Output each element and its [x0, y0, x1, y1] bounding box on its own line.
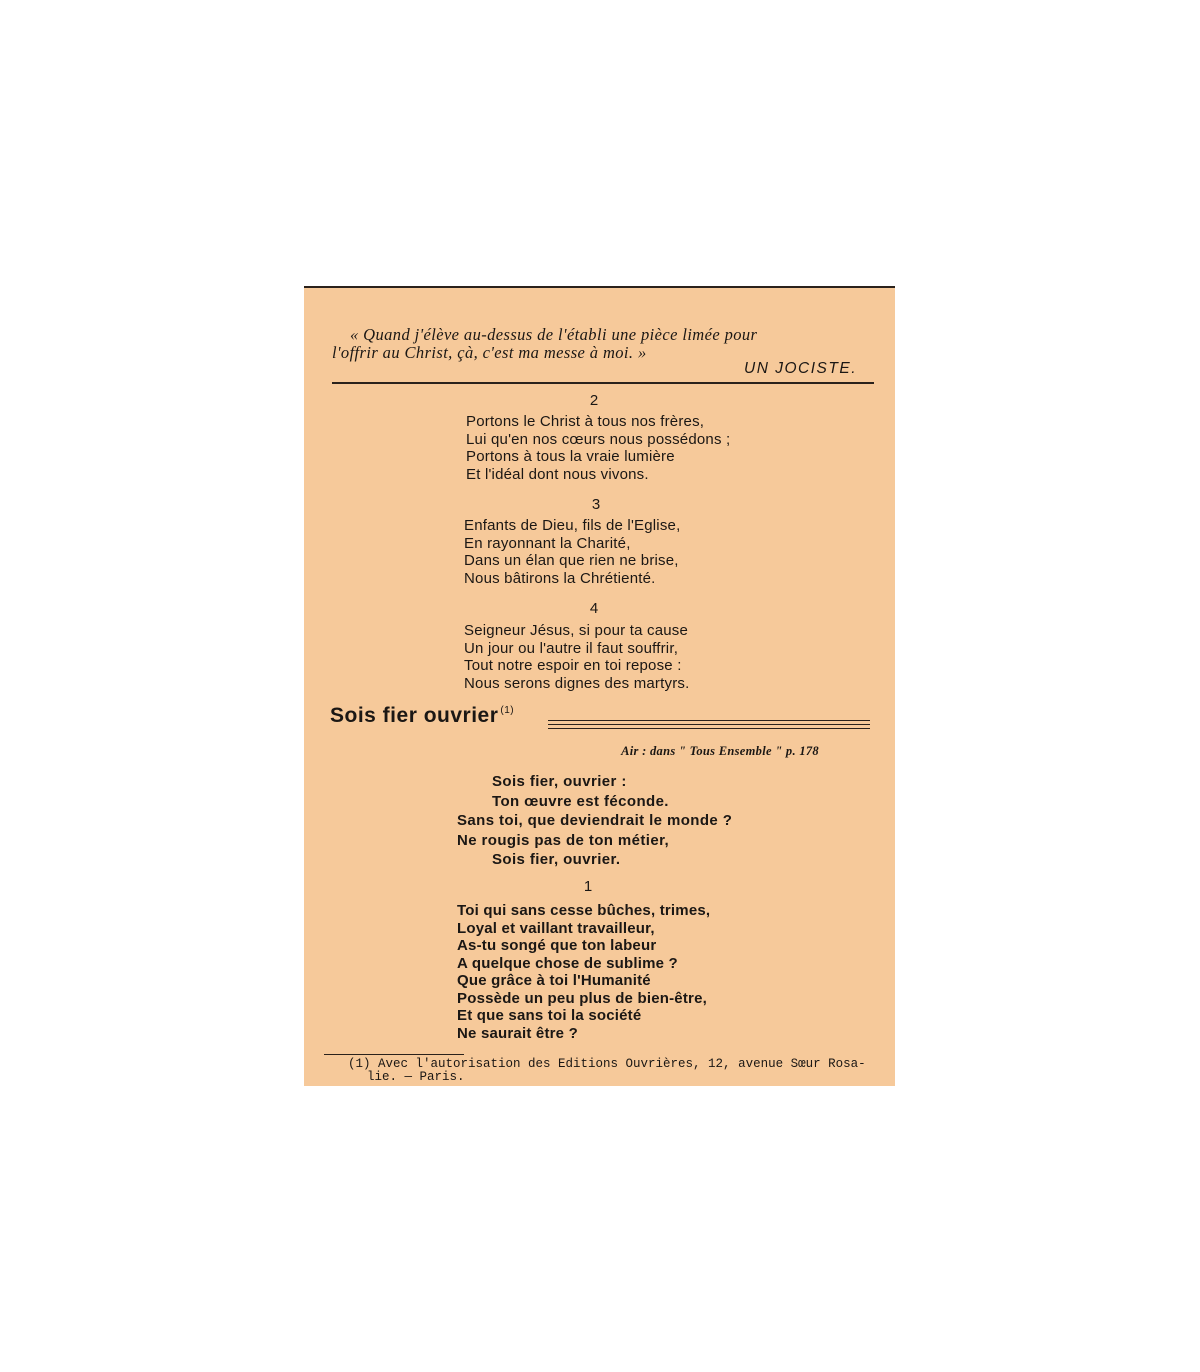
- quote-author: UN JOCISTE.: [744, 360, 857, 377]
- refrain: [457, 772, 732, 870]
- stanza-line: Enfants de Dieu, fils de l'Eglise,: [464, 517, 681, 534]
- verse-line: Toi qui sans cesse bûches, trimes,: [457, 902, 711, 919]
- verse-line: Et que sans toi la société: [457, 1007, 642, 1024]
- verse-line: A quelque chose de sublime ?: [457, 954, 678, 972]
- verse-line: Possède un peu plus de bien-être,: [457, 989, 707, 1007]
- stanza-number: 3: [591, 496, 601, 513]
- stanza-line: Seigneur Jésus, si pour ta cause: [464, 622, 689, 639]
- refrain-line: Sois fier, ouvrier.: [492, 851, 621, 868]
- verse-line: Que grâce à toi l'Humanité: [457, 972, 651, 989]
- title-rule-lines: [548, 720, 870, 732]
- stanza-number: 2: [589, 392, 599, 409]
- stanza-line: Dans un élan que rien ne brise,: [464, 552, 679, 569]
- air-reference: Air : dans " Tous Ensemble " p. 178: [621, 744, 819, 758]
- stanza-line: En rayonnant la Charité,: [464, 534, 631, 552]
- stanza-line: Tout notre espoir en toi repose :: [464, 657, 682, 674]
- footnote-line: (1) Avec l'autorisation des Editions Ouvrières, 12, avenue Sœur Rosa-: [348, 1057, 866, 1071]
- stanza: [464, 517, 680, 587]
- stanza: [464, 622, 689, 692]
- refrain-line: Ne rougis pas de ton métier,: [457, 831, 670, 849]
- refrain-line: Sans toi, que deviendrait le monde ?: [457, 812, 733, 829]
- book-page: [304, 286, 895, 1086]
- song-title: [330, 704, 514, 728]
- verse-line: Ne saurait être ?: [457, 1024, 578, 1042]
- divider: [332, 382, 874, 384]
- quote-line: l'offrir au Christ, çà, c'est ma messe à moi. »: [332, 343, 647, 362]
- stanza-number: 1: [583, 878, 593, 895]
- stanza-line: Et l'idéal dont nous vivons.: [466, 465, 649, 483]
- verse: [457, 902, 710, 1042]
- stanza-line: Un jour ou l'autre il faut souffrir,: [464, 639, 679, 657]
- verse-line: Loyal et vaillant travailleur,: [457, 919, 655, 937]
- song-title-text: Sois fier ouvrier: [330, 704, 499, 727]
- stanza-line: Nous serons dignes des martyrs.: [464, 674, 690, 692]
- footnote-divider: [324, 1054, 464, 1055]
- footnote-line: lie. — Paris.: [367, 1070, 465, 1084]
- stanza: [466, 413, 730, 483]
- refrain-line: Sois fier, ouvrier :: [492, 773, 627, 790]
- stanza-line: Nous bâtirons la Chrétienté.: [464, 569, 656, 587]
- epigraph-quote: [332, 326, 880, 362]
- stanza-line: Portons le Christ à tous nos frères,: [466, 413, 705, 430]
- refrain-line: Ton œuvre est féconde.: [492, 792, 669, 810]
- stanza-number: 4: [589, 600, 599, 617]
- verse-line: As-tu songé que ton labeur: [457, 937, 657, 954]
- footnote: [348, 1058, 866, 1084]
- stanza-line: Portons à tous la vraie lumière: [466, 448, 675, 465]
- stanza-line: Lui qu'en nos cœurs nous possédons ;: [466, 430, 731, 448]
- quote-line: « Quand j'élève au-dessus de l'établi une pièce limée pour: [350, 325, 758, 344]
- footnote-mark: (1): [500, 705, 515, 716]
